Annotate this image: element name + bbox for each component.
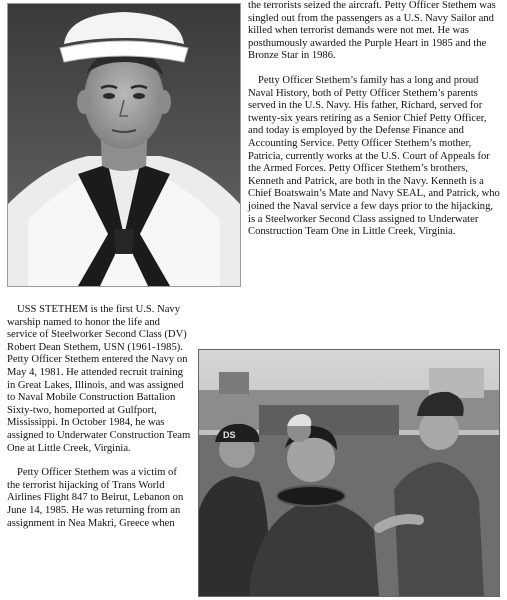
- group-illustration: [199, 350, 499, 596]
- left-text-column: [7, 304, 191, 530]
- portrait-illustration: [8, 4, 240, 286]
- right-paragraph-1: the terrorists seized the aircraft. Petty Officer Stethem was singled out from the passengers as a U.S. Navy Sailor and killed when terrorist demands were not met. He was posthumously awarded the Purple Heart in 1985 and the Bronze Star in 1986.: [248, 0, 496, 62]
- cap-lettering: DS: [223, 430, 236, 440]
- group-photo: [198, 349, 500, 597]
- portrait-photo: [7, 3, 241, 287]
- left-paragraph-1: USS STETHEM is the first U.S. Navy warship named to honor the life and service of Steelworker Second Class (DV) Robert Dean Stethem, USN (1961-1985). Petty Officer Stethem entered the Navy on May 4, 1981. He attended recruit training in Great Lakes, Illinois, and was assigned to Naval Mobile Construction Battalion Sixty-two, homeported at Gulfport, Mississippi. In October 1984, he was assigned to Underwater Construction Team One at Little Creek, Virginia.: [7, 304, 191, 454]
- right-text-column: [248, 0, 500, 239]
- right-paragraph-2: Petty Officer Stethem’s family has a long and proud Naval History, both of Petty Officer Stethem’s parents served in the U.S. Navy. His father, Richard, served for twenty-six years retiring as a Senior Chief Petty Officer, and today is employed by the Defense Finance and Accounting Service. Petty Officer Stethem’s mother, Patricia, currently works at the U.S. Court of Appeals for the Armed Forces. Petty Officer Stethem’s brothers, Kenneth and Patrick, are both in the Navy. Kenneth is a Chief Boatswain’s Mate and Navy SEAL, and Patrick, who joined the Naval service a few days prior to the hijacking, is a Steelworker Second Class assigned to Underwater Construction Team One in Little Creek, Virginia.: [248, 74, 500, 238]
- left-paragraph-2: Petty Officer Stethem was a victim of the terrorist hijacking of Trans World Airlines Flight 847 to Beirut, Lebanon on June 14, 1985. He was returning from an assignment in Nea Makri, Greece when: [7, 467, 184, 529]
